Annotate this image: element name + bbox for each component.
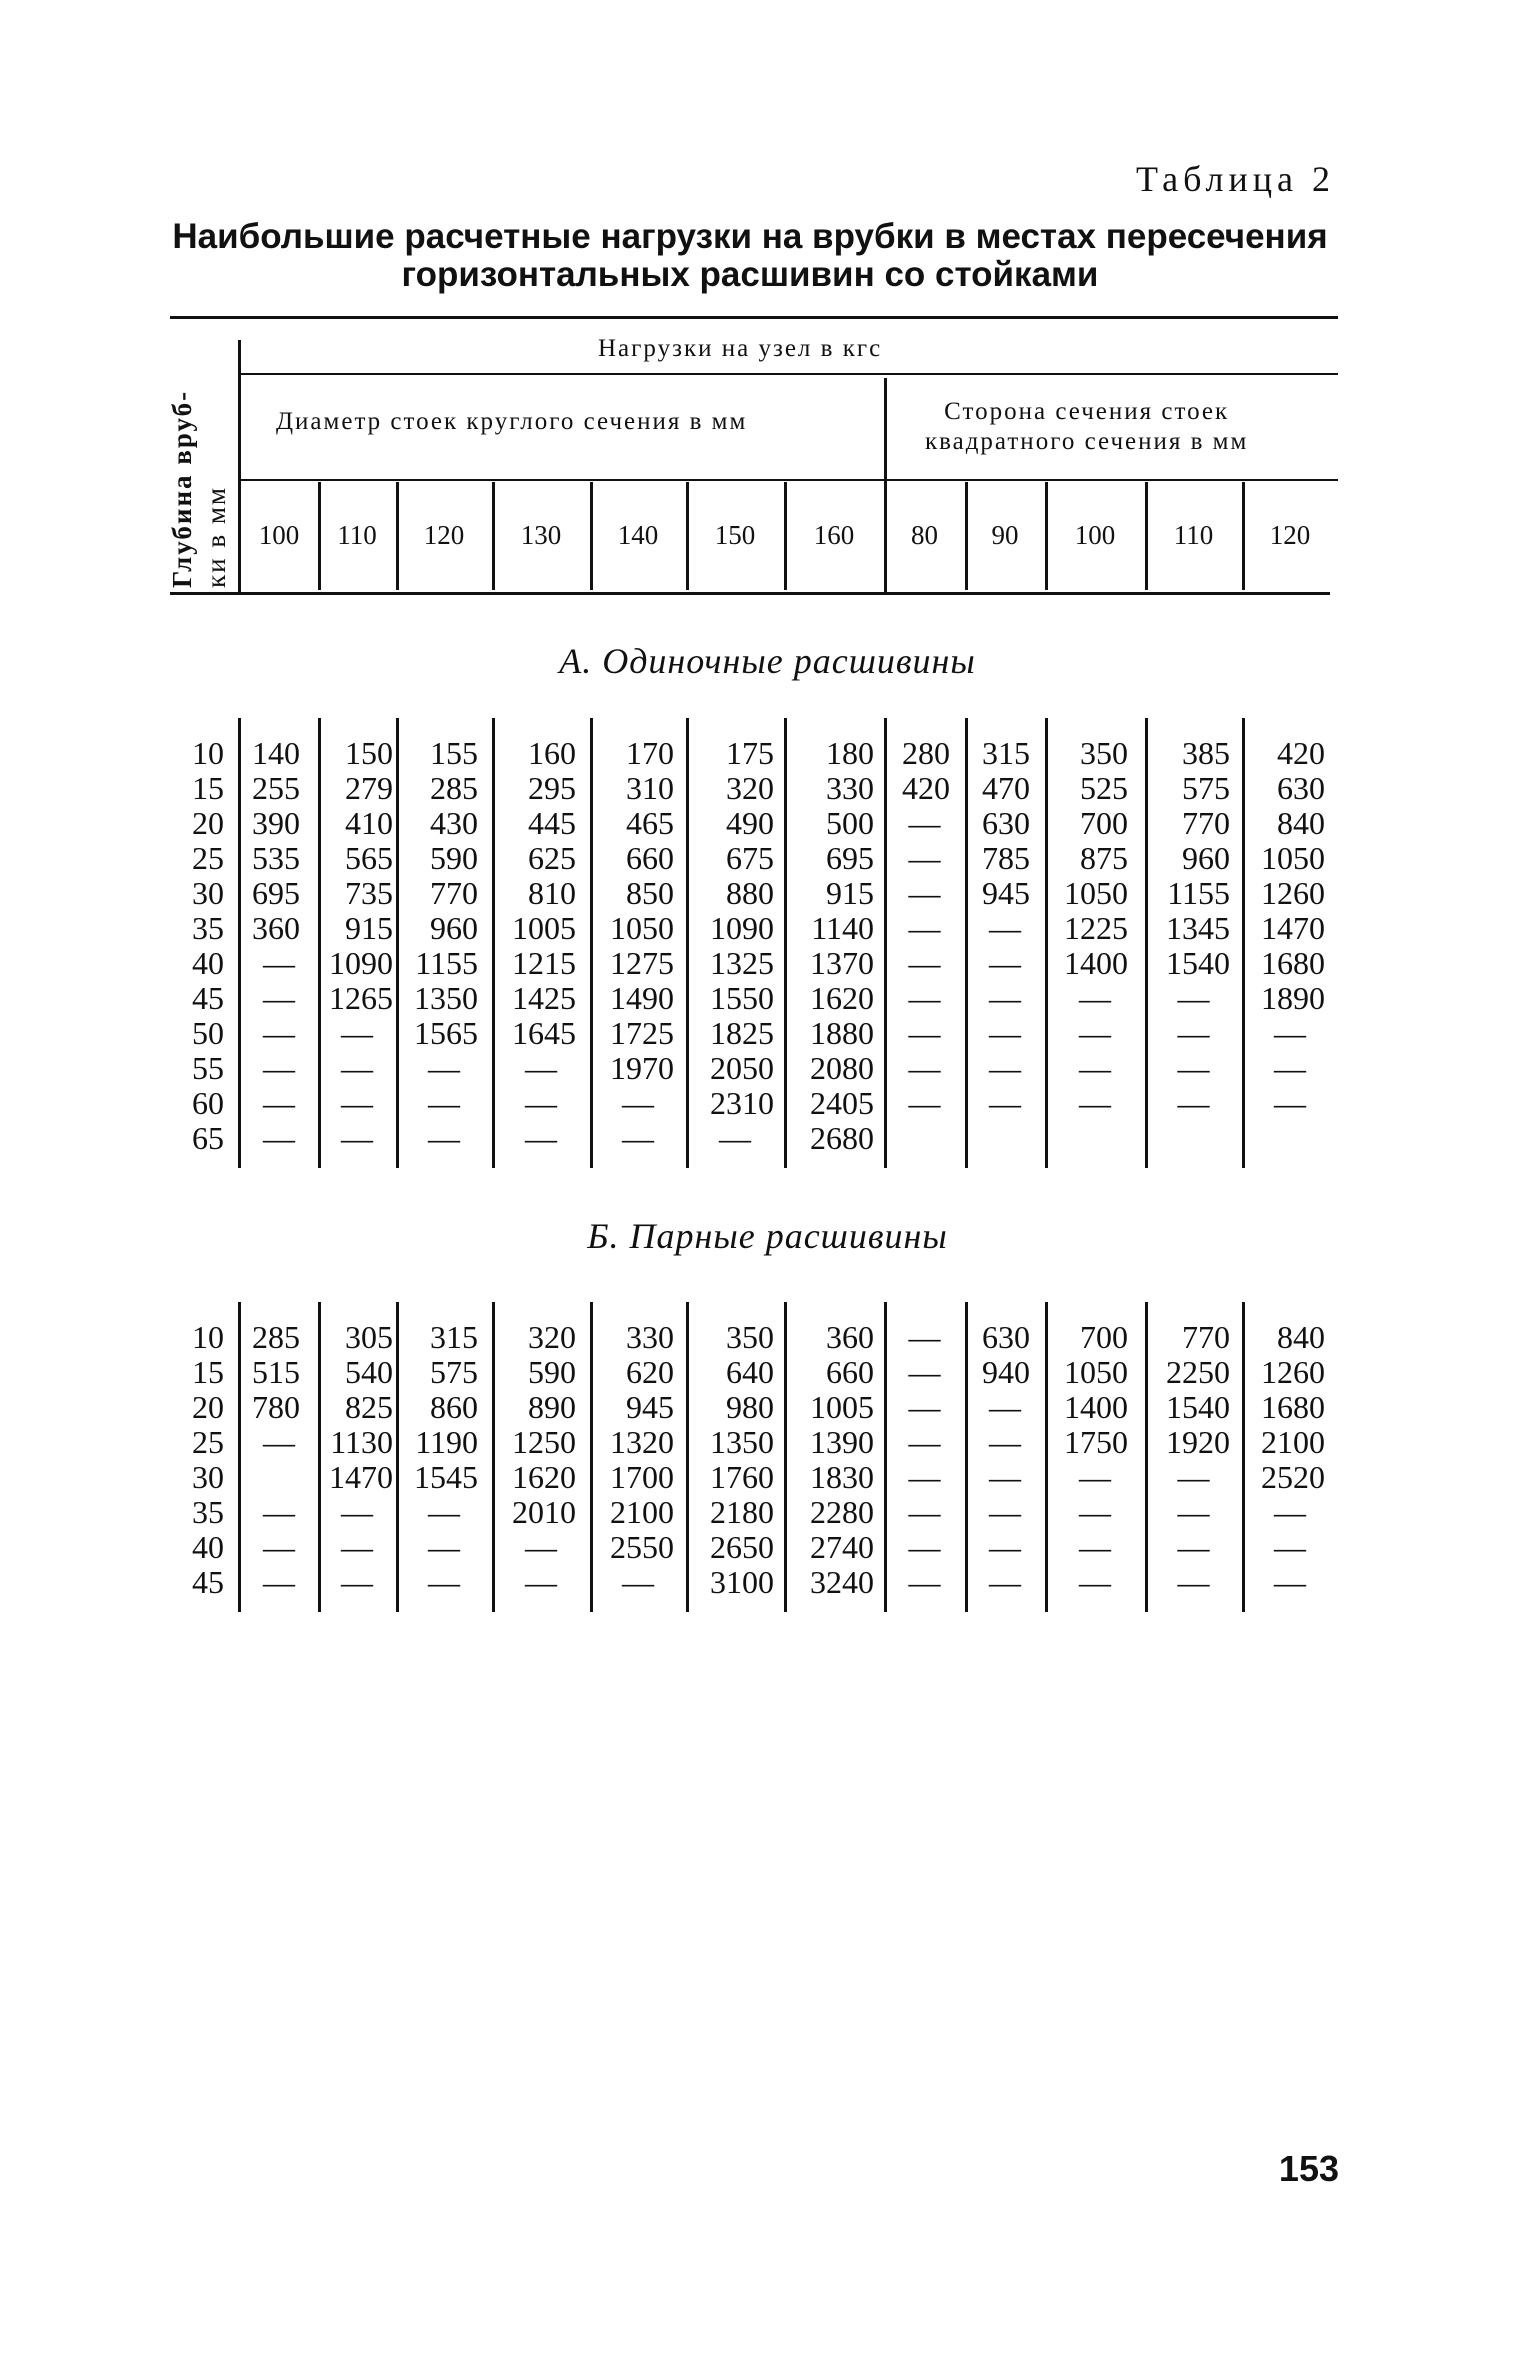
value-cell: — [341, 1120, 373, 1156]
title-line-1: Наибольшие расчетные нагрузки на врубки в местах пересечения [172, 217, 1328, 256]
value-cell: — [1177, 980, 1210, 1016]
value-cell: 150 [345, 735, 393, 771]
value-cell: — [1177, 1015, 1210, 1051]
value-cell: 140 [252, 735, 300, 771]
value-cell: — [908, 805, 941, 841]
column-header: 130 [520, 520, 562, 550]
value-cell: 1545 [414, 1459, 478, 1495]
value-cell: 1760 [710, 1459, 774, 1495]
value-cell: 575 [1182, 770, 1230, 806]
value-cell: — [263, 980, 295, 1016]
depth-cell: 40 [192, 1529, 224, 1565]
value-cell: — [1079, 1494, 1111, 1530]
value-cell: — [1177, 1564, 1210, 1600]
column-header: 120 [423, 520, 465, 550]
value-cell: — [1079, 1050, 1111, 1086]
value-cell: 1645 [512, 1015, 576, 1051]
value-cell: 630 [982, 805, 1030, 841]
value-cell: 960 [430, 910, 478, 946]
value-cell: — [908, 1354, 941, 1390]
value-cell: — [622, 1564, 654, 1600]
value-cell: 490 [726, 805, 774, 841]
value-cell: 625 [528, 840, 576, 876]
value-cell: — [263, 1494, 295, 1530]
depth-cell: 15 [192, 1354, 224, 1390]
column-header: 100 [258, 520, 300, 550]
depth-cell: 60 [192, 1085, 224, 1121]
value-cell: — [989, 1494, 1021, 1530]
value-cell: — [1177, 1459, 1210, 1495]
value-cell: — [719, 1120, 751, 1156]
value-cell: 980 [726, 1389, 774, 1425]
header-col-rule [1242, 482, 1245, 590]
value-cell: 1890 [1261, 980, 1325, 1016]
value-cell: 695 [252, 875, 300, 911]
value-cell: — [908, 1050, 941, 1086]
value-cell: — [263, 1120, 295, 1156]
value-cell: 285 [430, 770, 478, 806]
value-cell: 310 [626, 770, 674, 806]
value-cell: 1345 [1166, 910, 1230, 946]
depth-cell: 55 [192, 1050, 224, 1086]
value-cell: — [908, 945, 941, 981]
value-cell: 430 [430, 805, 478, 841]
value-cell: 1470 [1261, 910, 1325, 946]
value-cell: 700 [1080, 1319, 1128, 1355]
value-cell: 1680 [1261, 1389, 1325, 1425]
value-cell: 1470 [329, 1459, 393, 1495]
value-cell: — [1274, 1015, 1306, 1051]
depth-cell: 25 [192, 840, 224, 876]
value-cell: 2250 [1166, 1354, 1230, 1390]
value-cell: 320 [726, 770, 774, 806]
value-cell: 810 [528, 875, 576, 911]
value-cell: — [989, 1085, 1021, 1121]
value-cell: 360 [252, 910, 300, 946]
value-cell: 915 [345, 910, 393, 946]
value-cell: — [263, 1529, 295, 1565]
value-cell: 330 [626, 1319, 674, 1355]
value-cell: 410 [345, 805, 393, 841]
value-cell: 1050 [1261, 840, 1325, 876]
value-cell: 170 [626, 735, 674, 771]
loads-rule [240, 373, 1338, 375]
value-cell: — [341, 1494, 373, 1530]
value-cell: — [263, 1085, 295, 1121]
value-cell: 1350 [414, 980, 478, 1016]
value-cell: 780 [252, 1389, 300, 1425]
value-cell: 280 [902, 735, 950, 771]
subhead-rule [240, 479, 1338, 481]
value-cell: 700 [1080, 805, 1128, 841]
column-header: 110 [1173, 520, 1214, 550]
value-cell: — [525, 1085, 557, 1121]
value-cell: — [263, 1015, 295, 1051]
value-cell: 515 [252, 1354, 300, 1390]
value-cell: — [263, 945, 295, 981]
depth-header-line-1: Глубина вруб- [167, 389, 197, 588]
value-cell: — [908, 1319, 941, 1355]
value-cell: 2080 [810, 1050, 874, 1086]
value-cell: — [908, 1494, 941, 1530]
column-header: 140 [617, 520, 659, 550]
depth-cell: 45 [192, 980, 224, 1016]
value-cell: 660 [826, 1354, 874, 1390]
value-cell: — [1079, 1015, 1111, 1051]
value-cell: — [989, 1564, 1021, 1600]
depth-cell: 30 [192, 875, 224, 911]
value-cell: 285 [252, 1319, 300, 1355]
value-cell: 3240 [810, 1564, 874, 1600]
value-cell: — [622, 1085, 654, 1121]
header-col-rule [1045, 482, 1048, 590]
value-cell: — [908, 1389, 941, 1425]
value-cell: 1370 [810, 945, 874, 981]
value-cell: 1050 [610, 910, 674, 946]
depth-cell: 50 [192, 1015, 224, 1051]
value-cell: 2405 [810, 1085, 874, 1121]
title-line-2: горизонтальных расшивин со стойками [401, 255, 1099, 294]
value-cell: — [525, 1529, 557, 1565]
value-cell: 1050 [1064, 875, 1128, 911]
value-cell: 1350 [710, 1424, 774, 1460]
value-cell: 385 [1182, 735, 1230, 771]
value-cell: — [1274, 1050, 1306, 1086]
value-cell: — [1177, 1050, 1210, 1086]
value-cell: 2520 [1261, 1459, 1325, 1495]
value-cell: 540 [345, 1354, 393, 1390]
value-cell: 1260 [1261, 875, 1325, 911]
value-cell: 330 [826, 770, 874, 806]
value-cell: 2550 [610, 1529, 674, 1565]
value-cell: — [908, 980, 941, 1016]
value-cell: — [908, 1424, 941, 1460]
value-cell: 575 [430, 1354, 478, 1390]
value-cell: 1005 [512, 910, 576, 946]
value-cell: 3100 [710, 1564, 774, 1600]
value-cell: 660 [626, 840, 674, 876]
value-cell: 1620 [810, 980, 874, 1016]
column-header: 90 [991, 520, 1019, 550]
header-col-rule [318, 482, 321, 590]
value-cell: — [263, 1564, 295, 1600]
value-cell: — [989, 1015, 1021, 1051]
value-cell: — [428, 1564, 460, 1600]
value-cell: 2650 [710, 1529, 774, 1565]
value-cell: 1155 [1167, 875, 1230, 911]
value-cell: — [341, 1085, 373, 1121]
header-col-rule [686, 482, 689, 590]
value-cell: 1830 [810, 1459, 874, 1495]
header-col-rule [396, 482, 399, 590]
header-col-rule [492, 482, 495, 590]
value-cell: 360 [826, 1319, 874, 1355]
value-cell: — [989, 1424, 1021, 1460]
value-cell: 1215 [512, 945, 576, 981]
value-cell: 735 [345, 875, 393, 911]
value-cell: 1540 [1166, 1389, 1230, 1425]
value-cell: — [341, 1015, 373, 1051]
value-cell: 295 [528, 770, 576, 806]
value-cell: 770 [1182, 805, 1230, 841]
value-cell: 785 [982, 840, 1030, 876]
value-cell: — [989, 980, 1021, 1016]
depth-cell: 15 [192, 770, 224, 806]
value-cell: 860 [430, 1389, 478, 1425]
value-cell: — [341, 1529, 373, 1565]
value-cell: 2010 [512, 1494, 576, 1530]
header-col-rule [1145, 482, 1148, 590]
column-header: 110 [337, 520, 377, 550]
depth-cell: 10 [192, 1319, 224, 1355]
header-bottom-rule [170, 592, 1330, 595]
value-cell: — [525, 1120, 557, 1156]
value-cell: 1425 [512, 980, 576, 1016]
value-cell: 1155 [415, 945, 478, 981]
value-cell: 1390 [810, 1424, 874, 1460]
value-cell: 590 [528, 1354, 576, 1390]
value-cell: 420 [902, 770, 950, 806]
value-cell: 1700 [610, 1459, 674, 1495]
value-cell: — [341, 1564, 373, 1600]
value-cell: — [428, 1120, 460, 1156]
value-cell: 2180 [710, 1494, 774, 1530]
value-cell: — [341, 1050, 373, 1086]
value-cell: — [908, 1015, 941, 1051]
depth-cell: 45 [192, 1564, 224, 1600]
value-cell: — [1079, 1085, 1111, 1121]
value-cell: — [263, 1424, 295, 1460]
round-header: Диаметр стоек круглого сечения в мм [276, 408, 748, 435]
depth-cell: 30 [192, 1459, 224, 1495]
value-cell: 1265 [329, 980, 393, 1016]
value-cell: 840 [1277, 1319, 1325, 1355]
value-cell: 590 [430, 840, 478, 876]
value-cell: 1090 [329, 945, 393, 981]
value-cell: 675 [726, 840, 774, 876]
value-cell: 1250 [512, 1424, 576, 1460]
value-cell: 500 [826, 805, 874, 841]
value-cell: 1725 [610, 1015, 674, 1051]
value-cell: — [1274, 1529, 1306, 1565]
header-col-rule [784, 482, 787, 590]
value-cell: — [908, 875, 941, 911]
value-cell: 315 [430, 1319, 478, 1355]
value-cell: 1680 [1261, 945, 1325, 981]
depth-cell: 40 [192, 945, 224, 981]
value-cell: — [908, 1459, 941, 1495]
value-cell: — [908, 1529, 941, 1565]
column-header: 150 [714, 520, 756, 550]
page-number: 153 [1278, 2148, 1339, 2189]
value-cell: — [989, 1050, 1021, 1086]
loads-header: Нагрузки на узел в кгс [598, 335, 883, 362]
value-cell: 850 [626, 875, 674, 911]
column-header: 80 [911, 520, 938, 550]
depth-cell: 65 [192, 1120, 224, 1156]
square-header [925, 397, 1248, 457]
value-cell: — [525, 1564, 557, 1600]
value-cell: 2100 [610, 1494, 674, 1530]
value-cell: — [989, 1459, 1021, 1495]
value-cell: — [263, 1050, 295, 1086]
value-cell: 2100 [1261, 1424, 1325, 1460]
depth-cell: 10 [192, 735, 224, 771]
value-cell: — [989, 945, 1021, 981]
value-cell: 2740 [810, 1529, 874, 1565]
value-cell: 1140 [811, 910, 874, 946]
value-cell: 1880 [810, 1015, 874, 1051]
value-cell: 770 [1182, 1319, 1230, 1355]
value-cell: — [1079, 1564, 1111, 1600]
value-cell: 915 [826, 875, 874, 911]
value-cell: 770 [430, 875, 478, 911]
value-cell: 565 [345, 840, 393, 876]
value-cell: 880 [726, 875, 774, 911]
value-cell: 1260 [1261, 1354, 1325, 1390]
value-cell: 2310 [710, 1085, 774, 1121]
depth-cell: 35 [192, 910, 224, 946]
value-cell: — [428, 1529, 460, 1565]
value-cell: 1400 [1064, 945, 1128, 981]
top-rule [170, 316, 1338, 319]
value-cell: 2680 [810, 1120, 874, 1156]
value-cell: — [1079, 980, 1111, 1016]
value-cell: 890 [528, 1389, 576, 1425]
value-cell: — [989, 1389, 1021, 1425]
depth-cell: 20 [192, 805, 224, 841]
group-divider [884, 378, 887, 592]
value-cell: 1005 [810, 1389, 874, 1425]
value-cell: 1225 [1064, 910, 1128, 946]
value-cell: — [1274, 1494, 1306, 1530]
value-cell: 445 [528, 805, 576, 841]
value-cell: 175 [726, 735, 774, 771]
square-header-line-2: квадратного сечения в мм [925, 428, 1249, 455]
value-cell: 180 [826, 735, 874, 771]
value-cell: — [1079, 1529, 1111, 1565]
value-cell: 840 [1277, 805, 1325, 841]
value-cell: 525 [1080, 770, 1128, 806]
value-cell: 945 [626, 1389, 674, 1425]
value-cell: — [908, 1085, 941, 1121]
value-cell: 390 [252, 805, 300, 841]
value-cell: — [1079, 1459, 1111, 1495]
value-cell: 320 [528, 1319, 576, 1355]
value-cell: 1190 [415, 1424, 478, 1460]
header-col-rule [965, 482, 968, 590]
value-cell: 155 [430, 735, 478, 771]
value-cell: — [525, 1050, 557, 1086]
value-cell: 350 [1080, 735, 1128, 771]
value-cell: 1970 [610, 1050, 674, 1086]
value-cell: 160 [528, 735, 576, 771]
value-cell: 1825 [710, 1015, 774, 1051]
depth-header-line-2: ки в мм [201, 486, 231, 588]
value-cell: — [1177, 1085, 1210, 1121]
depth-cell: 20 [192, 1389, 224, 1425]
value-cell: 1550 [710, 980, 774, 1016]
section-b-title: Б. Парные расшивины [587, 1216, 948, 1256]
depth-header [165, 348, 231, 588]
value-cell: 1920 [1166, 1424, 1230, 1460]
table-label: Таблица 2 [1136, 159, 1335, 199]
value-cell: 960 [1182, 840, 1230, 876]
value-cell: 2050 [710, 1050, 774, 1086]
value-cell: — [908, 910, 941, 946]
value-cell: 1050 [1064, 1354, 1128, 1390]
value-cell: — [428, 1050, 460, 1086]
value-cell: 1620 [512, 1459, 576, 1495]
value-cell: 350 [726, 1319, 774, 1355]
square-header-line-1: Сторона сечения стоек [944, 398, 1230, 425]
value-cell: — [989, 910, 1021, 946]
value-cell: 279 [345, 770, 393, 806]
value-cell: 1325 [710, 945, 774, 981]
value-cell: 465 [626, 805, 674, 841]
value-cell: 1490 [610, 980, 674, 1016]
value-cell: — [908, 840, 941, 876]
value-cell: 1400 [1064, 1389, 1128, 1425]
depth-divider [238, 340, 241, 592]
value-cell: — [622, 1120, 654, 1156]
value-cell: 470 [982, 770, 1030, 806]
section-a-title: А. Одиночные расшивины [559, 641, 976, 681]
value-cell: — [428, 1085, 460, 1121]
value-cell: 1090 [710, 910, 774, 946]
value-cell: — [428, 1494, 460, 1530]
value-cell: — [1177, 1494, 1210, 1530]
value-cell: 640 [726, 1354, 774, 1390]
value-cell: 630 [1277, 770, 1325, 806]
value-cell: 1565 [414, 1015, 478, 1051]
header-col-rule [590, 482, 593, 590]
value-cell: 1750 [1064, 1424, 1128, 1460]
value-cell: — [908, 1564, 941, 1600]
value-cell: 1320 [610, 1424, 674, 1460]
value-cell: 305 [345, 1319, 393, 1355]
value-cell: 940 [982, 1354, 1030, 1390]
value-cell: — [1177, 1529, 1210, 1565]
value-cell: 620 [626, 1354, 674, 1390]
value-cell: 2280 [810, 1494, 874, 1530]
value-cell: 825 [345, 1389, 393, 1425]
value-cell: 255 [252, 770, 300, 806]
value-cell: 945 [982, 875, 1030, 911]
column-header: 160 [813, 520, 855, 550]
value-cell: 875 [1080, 840, 1128, 876]
value-cell: 695 [826, 840, 874, 876]
column-header: 100 [1074, 520, 1116, 550]
value-cell: — [1274, 1564, 1306, 1600]
column-header: 120 [1269, 520, 1311, 550]
value-cell: 1540 [1166, 945, 1230, 981]
value-cell: 315 [982, 735, 1030, 771]
value-cell: 1130 [330, 1424, 393, 1460]
value-cell: — [1274, 1085, 1306, 1121]
value-cell: — [989, 1529, 1021, 1565]
value-cell: 1275 [610, 945, 674, 981]
depth-cell: 25 [192, 1424, 224, 1460]
value-cell: 420 [1277, 735, 1325, 771]
value-cell: 630 [982, 1319, 1030, 1355]
value-cell: 535 [252, 840, 300, 876]
depth-cell: 35 [192, 1494, 224, 1530]
